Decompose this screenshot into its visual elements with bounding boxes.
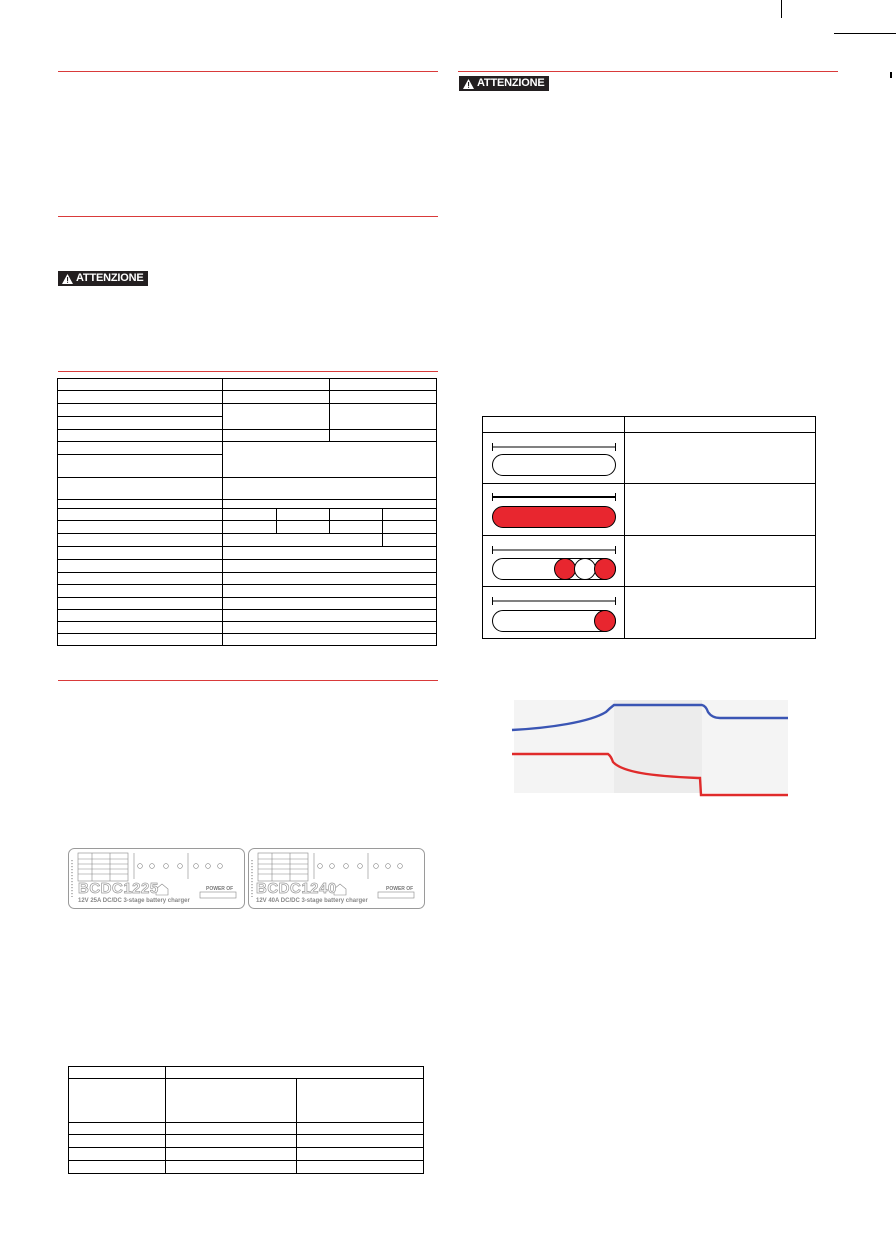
- stage-bulk-area: [514, 700, 614, 793]
- specifications-table: [57, 378, 438, 647]
- compatibility-table: [68, 1066, 425, 1175]
- led-row-on: [492, 493, 616, 528]
- section-rule-right: [458, 71, 838, 72]
- product-left-power-label: POWER OF: [206, 886, 234, 892]
- product-left-description: 12V 25A DC/DC 3-stage battery charger: [78, 898, 190, 904]
- warning-triangle-icon: [62, 274, 73, 284]
- crop-mark-vertical: [781, 0, 782, 18]
- section-rule-4: [58, 680, 438, 681]
- led-indicator-table: [482, 416, 817, 640]
- stage-absorption-area: [614, 700, 702, 793]
- product-left-model: BCDC1225: [78, 880, 159, 897]
- led-row-sequence: [492, 546, 616, 580]
- led-row-end: [492, 597, 616, 632]
- warning-badge-left: [58, 271, 148, 286]
- warning-label: ATTENZIONE: [477, 77, 545, 89]
- warning-label: ATTENZIONE: [76, 272, 144, 284]
- crop-mark-horizontal: [834, 33, 896, 34]
- led-row-off: [492, 443, 616, 476]
- charging-curve-chart: [510, 698, 792, 799]
- product-right-model: BCDC1240: [256, 880, 337, 897]
- page-edge-mark: [890, 72, 892, 78]
- warning-badge-right: [459, 76, 549, 91]
- section-rule-1: [58, 71, 438, 72]
- section-rule-2: [58, 216, 438, 217]
- stage-float-area: [702, 700, 788, 793]
- section-rule-3: [58, 371, 438, 372]
- product-right-power-label: POWER OF: [386, 886, 414, 892]
- warning-triangle-icon: [463, 79, 474, 89]
- product-right-description: 12V 40A DC/DC 3-stage battery charger: [256, 898, 368, 904]
